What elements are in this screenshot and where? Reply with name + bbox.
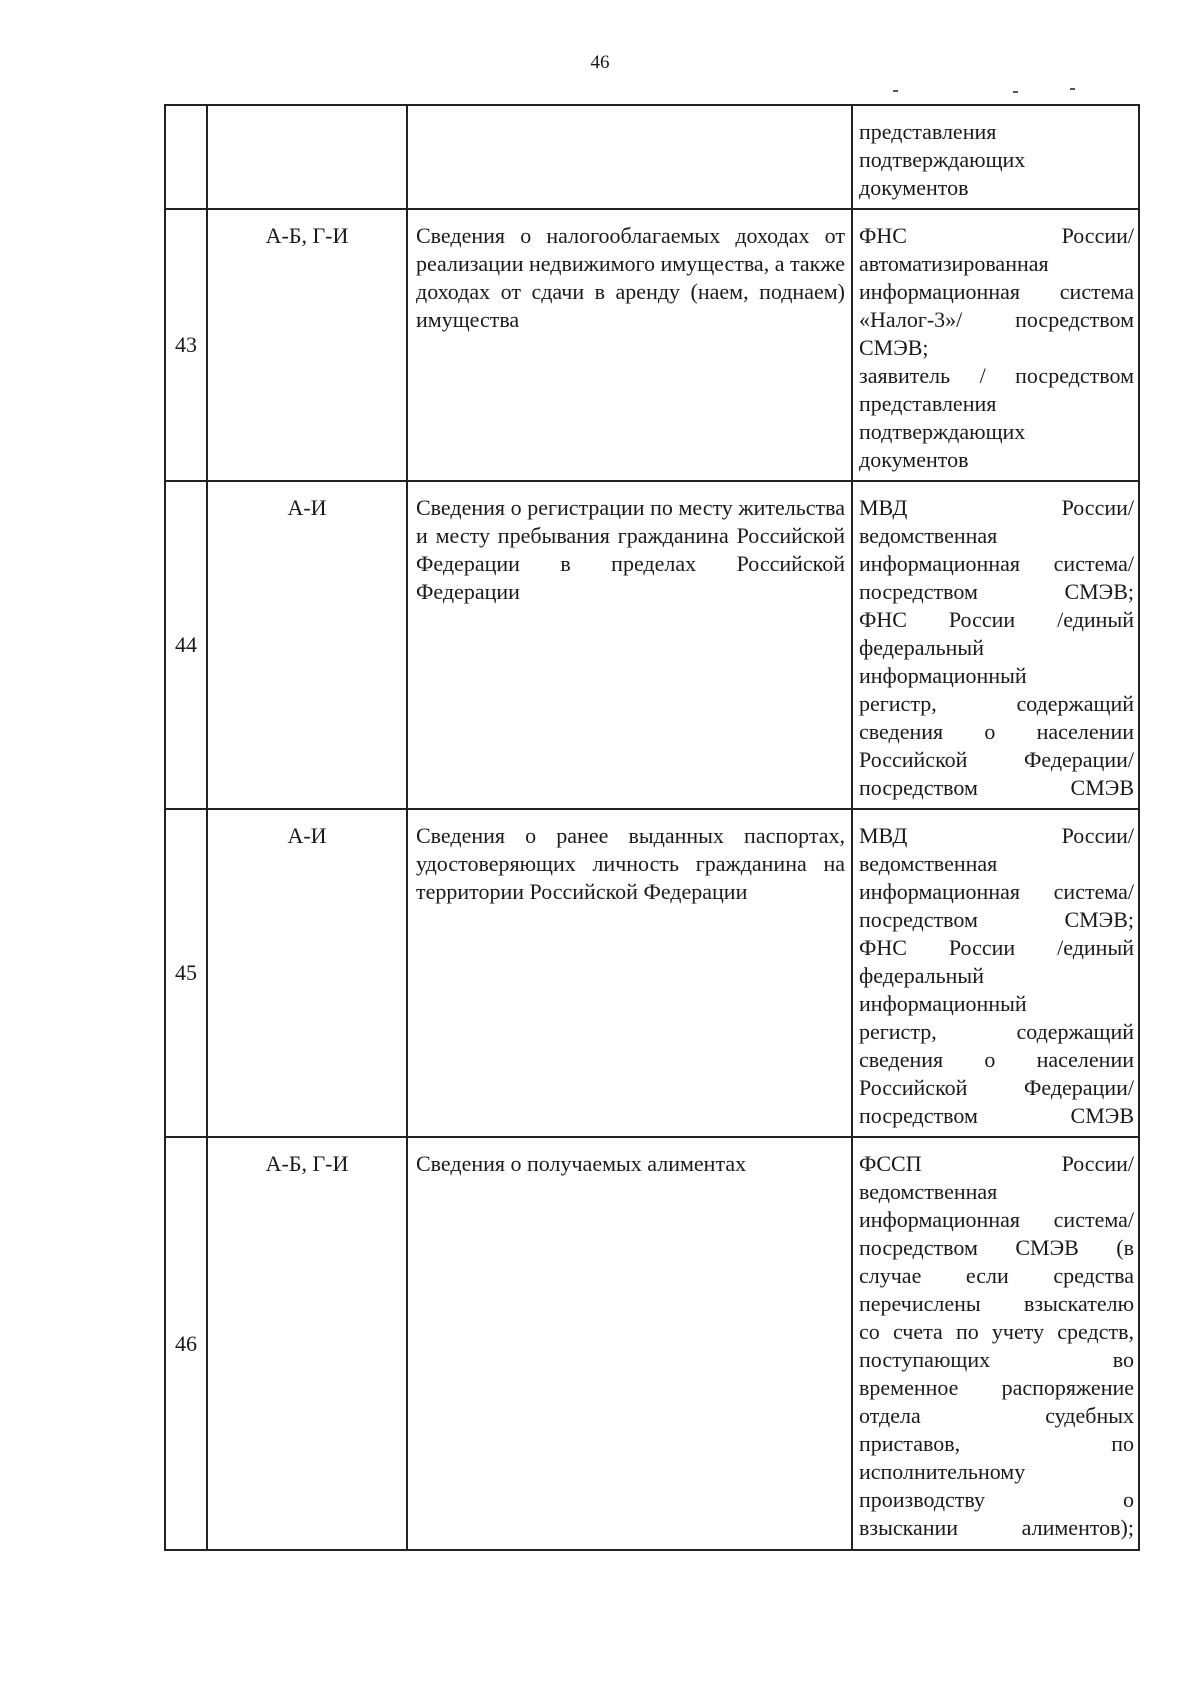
table-row xyxy=(165,209,1139,481)
source-line: ФССП России/ xyxy=(859,1151,1134,1176)
source-line: подтверждающих xyxy=(859,147,1026,172)
data-table xyxy=(164,104,1140,1551)
source-line: Российской Федерации/ xyxy=(859,747,1134,772)
row-number-cell: 43 xyxy=(165,209,207,481)
row-number-cell: 45 xyxy=(165,809,207,1137)
source-line: ведомственная xyxy=(859,523,998,548)
source-line: временное распоряжение xyxy=(859,1375,1134,1400)
source-line: ведомственная xyxy=(859,851,998,876)
source-line: подтверждающих xyxy=(859,419,1026,444)
category-cell: А-Б, Г-И xyxy=(207,1137,407,1550)
source-cell xyxy=(852,1137,1139,1550)
source-line: ФНС России /единый xyxy=(859,935,1134,960)
source-cell xyxy=(852,809,1139,1137)
source-line: федеральный xyxy=(859,635,984,660)
source-line: МВД России/ xyxy=(859,495,1134,520)
category-cell: А-И xyxy=(207,809,407,1137)
source-line: документов xyxy=(859,175,969,200)
source-line: посредством СМЭВ; xyxy=(859,579,1134,604)
category-cell xyxy=(207,105,407,209)
row-number-cell: 46 xyxy=(165,1137,207,1550)
table-row xyxy=(165,809,1139,1137)
source-line: ведомственная xyxy=(859,1179,998,1204)
source-line: информационный xyxy=(859,663,1027,688)
table-row xyxy=(165,481,1139,809)
source-line: информационный xyxy=(859,991,1027,1016)
scan-mark xyxy=(893,90,898,92)
source-cell xyxy=(852,481,1139,809)
description-cell: Сведения о регистрации по месту жительства и месту пребывания гражданина Российской Федерации в пределах Российской Федерации xyxy=(407,481,852,809)
source-line: «Налог-3»/ посредством xyxy=(859,307,1134,332)
table-row xyxy=(165,1137,1139,1550)
scan-mark xyxy=(1070,88,1075,90)
source-line: посредством СМЭВ (в xyxy=(859,1235,1134,1260)
source-line: СМЭВ; xyxy=(859,335,929,360)
description-cell xyxy=(407,105,852,209)
source-line: отдела судебных xyxy=(859,1403,1134,1428)
table-row xyxy=(165,105,1139,209)
category-cell: А-Б, Г-И xyxy=(207,209,407,481)
row-number-cell: 44 xyxy=(165,481,207,809)
source-line: ФНС России /единый xyxy=(859,607,1134,632)
source-cell xyxy=(852,209,1139,481)
source-line: МВД России/ xyxy=(859,823,1134,848)
page-number: 46 xyxy=(590,52,610,73)
source-line: представления xyxy=(859,391,997,416)
source-line: документов xyxy=(859,447,969,472)
source-line: сведения о населении xyxy=(859,719,1134,744)
source-line: заявитель / посредством xyxy=(859,363,1134,388)
scan-mark xyxy=(1013,91,1018,93)
row-number-cell xyxy=(165,105,207,209)
source-line: информационная система/ xyxy=(859,879,1134,904)
source-line: информационная система xyxy=(859,279,1134,304)
source-line: сведения о населении xyxy=(859,1047,1134,1072)
source-line: ФНС России/ xyxy=(859,223,1134,248)
description-cell: Сведения о налогооблагаемых доходах от реализации недвижимого имущества, а также доходах от сдачи в аренду (наем, поднаем) имущества xyxy=(407,209,852,481)
source-line: посредством СМЭВ xyxy=(859,1103,1134,1128)
source-line: случае если средства xyxy=(859,1263,1134,1288)
source-cell xyxy=(852,105,1139,209)
source-line: Российской Федерации/ xyxy=(859,1075,1134,1100)
category-cell: А-И xyxy=(207,481,407,809)
source-line: регистр, содержащий xyxy=(859,1019,1134,1044)
source-line: перечислены взыскателю xyxy=(859,1291,1134,1316)
source-line: исполнительному xyxy=(859,1459,1026,1484)
source-line: поступающих во xyxy=(859,1347,1134,1372)
source-line: со счета по учету средств, xyxy=(859,1319,1134,1344)
source-line: представления xyxy=(859,119,997,144)
source-line: взыскании алиментов); xyxy=(859,1515,1134,1540)
description-cell: Сведения о получаемых алиментах xyxy=(407,1137,852,1550)
source-line: информационная система/ xyxy=(859,1207,1134,1232)
description-cell: Сведения о ранее выданных паспортах, удостоверяющих личность гражданина на территории Российской Федерации xyxy=(407,809,852,1137)
source-line: информационная система/ xyxy=(859,551,1134,576)
source-line: посредством СМЭВ xyxy=(859,775,1134,800)
source-line: посредством СМЭВ; xyxy=(859,907,1134,932)
source-line: регистр, содержащий xyxy=(859,691,1134,716)
source-line: федеральный xyxy=(859,963,984,988)
source-line: производству о xyxy=(859,1487,1134,1512)
source-line: приставов, по xyxy=(859,1431,1134,1456)
source-line: автоматизированная xyxy=(859,251,1049,276)
